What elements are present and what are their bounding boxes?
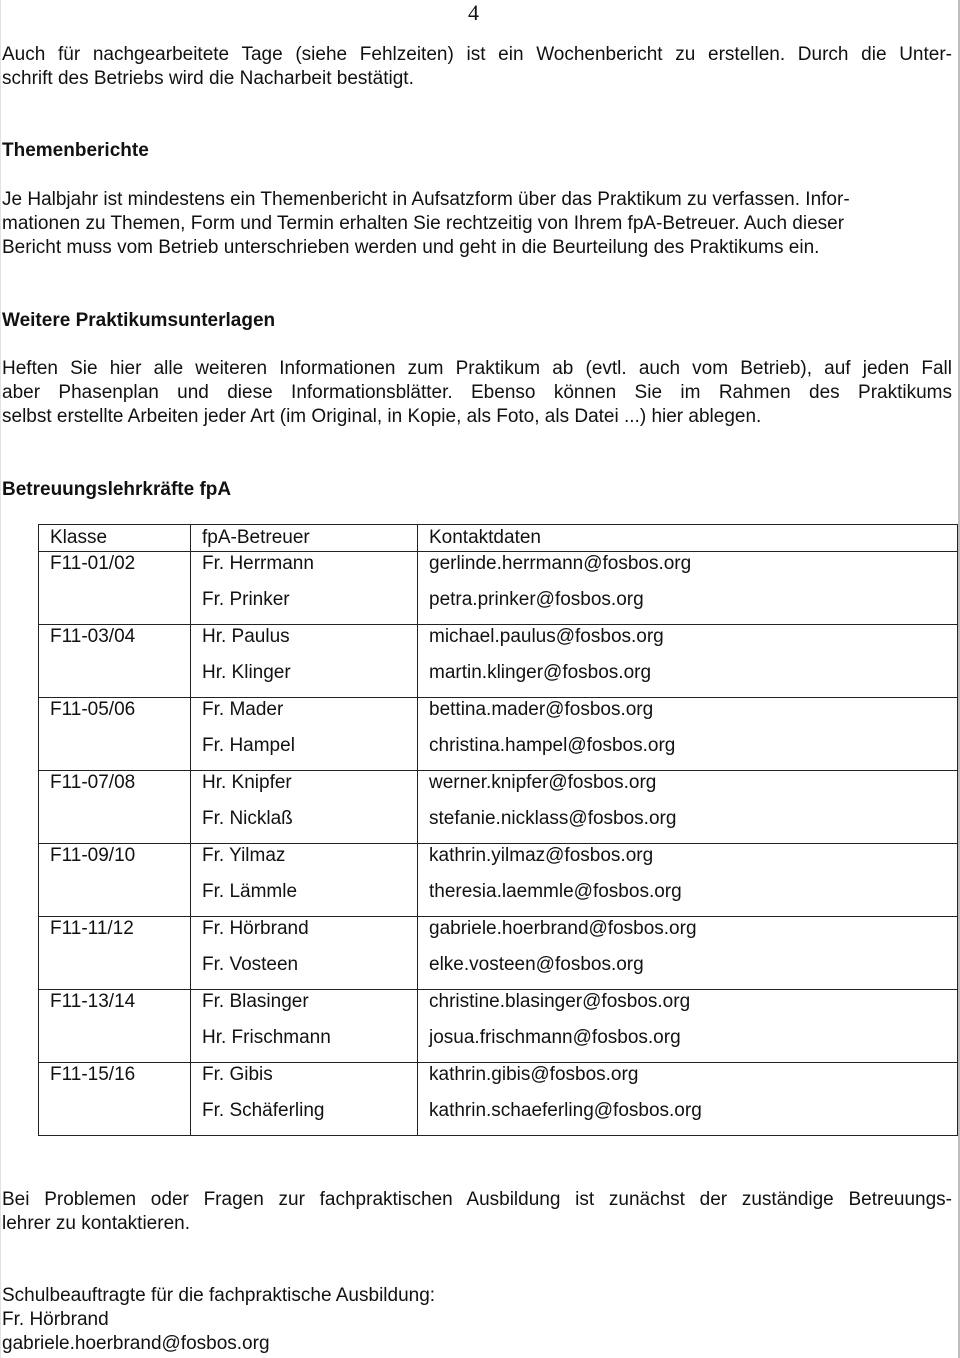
table-row bbox=[39, 552, 958, 625]
contact-email: josua.frischmann@fosbos.org bbox=[429, 1027, 681, 1048]
page-number: 4 bbox=[468, 0, 479, 25]
themenberichte-paragraph bbox=[2, 188, 952, 260]
section-heading-betreuung: Betreuungslehrkräfte fpA bbox=[2, 479, 232, 500]
betreuer-name: Fr. Schäferling bbox=[202, 1100, 325, 1121]
schulbeauftragte-block bbox=[2, 1284, 952, 1356]
contact-email: christine.blasinger@fosbos.org bbox=[429, 991, 691, 1012]
betreuer-name: Fr. Herrmann bbox=[202, 553, 314, 574]
betreuer-name: Fr. Lämmle bbox=[202, 881, 298, 902]
paragraph-line: Bei Problemen oder Fragen zur fachpraktischen Ausbildung ist zunächst der zuständige Betreuungs- bbox=[2, 1189, 952, 1210]
contact-email: stefanie.nicklass@fosbos.org bbox=[429, 808, 677, 829]
intro-paragraph bbox=[2, 43, 952, 91]
column-header-klasse: Klasse bbox=[50, 527, 108, 548]
paragraph-line: Auch für nachgearbeitete Tage (siehe Fehlzeiten) ist ein Wochenbericht zu erstellen. Durch die Unter- bbox=[2, 44, 952, 65]
contact-email: christina.hampel@fosbos.org bbox=[429, 735, 676, 756]
problems-paragraph bbox=[2, 1188, 952, 1236]
klasse-cell: F11-05/06 bbox=[50, 699, 136, 720]
betreuer-name: Fr. Yilmaz bbox=[202, 845, 286, 866]
schulbeauftragte-email: gabriele.hoerbrand@fosbos.org bbox=[2, 1333, 270, 1354]
klasse-cell: F11-01/02 bbox=[50, 553, 136, 574]
unterlagen-paragraph bbox=[2, 357, 952, 429]
betreuer-name: Hr. Paulus bbox=[202, 626, 290, 647]
contact-email: gabriele.hoerbrand@fosbos.org bbox=[429, 918, 697, 939]
betreuer-name: Fr. Gibis bbox=[202, 1064, 273, 1085]
paragraph-line: Heften Sie hier alle weiteren Informationen zum Praktikum ab (evtl. auch vom Betrieb), auf jeden Fall bbox=[2, 358, 952, 379]
paragraph-line: Je Halbjahr ist mindestens ein Themenbericht in Aufsatzform über das Praktikum zu verfassen. Infor- bbox=[2, 189, 850, 210]
klasse-cell: F11-15/16 bbox=[50, 1064, 136, 1085]
section-heading-unterlagen: Weitere Praktikumsunterlagen bbox=[2, 310, 276, 331]
betreuer-name: Fr. Prinker bbox=[202, 589, 290, 610]
contact-email: martin.klinger@fosbos.org bbox=[429, 662, 652, 683]
schulbeauftragte-name: Fr. Hörbrand bbox=[2, 1309, 109, 1330]
contact-email: kathrin.yilmaz@fosbos.org bbox=[429, 845, 654, 866]
contact-email: theresia.laemmle@fosbos.org bbox=[429, 881, 682, 902]
contact-email: kathrin.schaeferling@fosbos.org bbox=[429, 1100, 702, 1121]
table-row bbox=[39, 917, 958, 990]
table-row bbox=[39, 698, 958, 771]
paragraph-line: aber Phasenplan und diese Informationsblätter. Ebenso können Sie im Rahmen des Praktikums bbox=[2, 382, 952, 403]
betreuer-name: Fr. Hampel bbox=[202, 735, 295, 756]
klasse-cell: F11-11/12 bbox=[50, 918, 134, 939]
table-row bbox=[39, 844, 958, 917]
betreuer-name: Fr. Blasinger bbox=[202, 991, 309, 1012]
betreuer-name: Hr. Klinger bbox=[202, 662, 291, 683]
table-row bbox=[39, 771, 958, 844]
betreuer-name: Fr. Vosteen bbox=[202, 954, 299, 975]
klasse-cell: F11-07/08 bbox=[50, 772, 136, 793]
betreuer-name: Fr. Mader bbox=[202, 699, 284, 720]
column-header-betreuer: fpA-Betreuer bbox=[202, 527, 310, 548]
table-row bbox=[39, 990, 958, 1063]
betreuer-name: Hr. Knipfer bbox=[202, 772, 292, 793]
contacts-table bbox=[38, 524, 958, 1136]
betreuer-name: Fr. Nicklaß bbox=[202, 808, 293, 829]
column-header-kontakt: Kontaktdaten bbox=[429, 527, 541, 548]
klasse-cell: F11-09/10 bbox=[50, 845, 136, 866]
contact-email: petra.prinker@fosbos.org bbox=[429, 589, 644, 610]
betreuer-name: Hr. Frischmann bbox=[202, 1027, 331, 1048]
section-heading-themenberichte: Themenberichte bbox=[2, 140, 149, 161]
klasse-cell: F11-13/14 bbox=[50, 991, 136, 1012]
contact-email: kathrin.gibis@fosbos.org bbox=[429, 1064, 639, 1085]
betreuer-name: Fr. Hörbrand bbox=[202, 918, 309, 939]
paragraph-line: Bericht muss vom Betrieb unterschrieben werden und geht in die Beurteilung des Praktikums ein. bbox=[2, 237, 820, 258]
table-row bbox=[39, 1063, 958, 1136]
schulbeauftragte-label: Schulbeauftragte für die fachpraktische Ausbildung: bbox=[2, 1285, 436, 1306]
paragraph-line: schrift des Betriebs wird die Nacharbeit bestätigt. bbox=[2, 68, 414, 89]
paragraph-line: selbst erstellte Arbeiten jeder Art (im Original, in Kopie, als Foto, als Datei ...) hier ablegen. bbox=[2, 406, 762, 427]
table-row bbox=[39, 625, 958, 698]
page-edge-left bbox=[0, 0, 1, 1358]
paragraph-line: mationen zu Themen, Form und Termin erhalten Sie rechtzeitig von Ihrem fpA-Betreuer. Auch dieser bbox=[2, 213, 845, 234]
paragraph-line: lehrer zu kontaktieren. bbox=[2, 1213, 190, 1234]
contact-email: bettina.mader@fosbos.org bbox=[429, 699, 654, 720]
contact-email: werner.knipfer@fosbos.org bbox=[429, 772, 657, 793]
contact-email: elke.vosteen@fosbos.org bbox=[429, 954, 644, 975]
klasse-cell: F11-03/04 bbox=[50, 626, 136, 647]
table-header-row bbox=[39, 525, 958, 552]
contact-email: michael.paulus@fosbos.org bbox=[429, 626, 664, 647]
contact-email: gerlinde.herrmann@fosbos.org bbox=[429, 553, 692, 574]
